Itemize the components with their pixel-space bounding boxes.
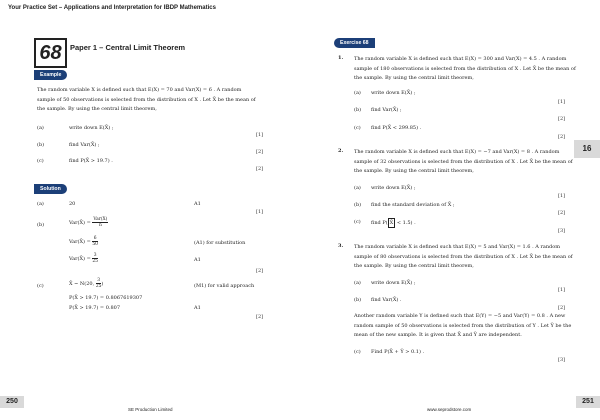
q2-part-b-marks: [2] (558, 210, 566, 216)
q3-number: 3. (338, 243, 344, 249)
solution-b3-lhs: Var(X̄) = (69, 256, 91, 262)
q1-line-3: the sample. By using the central limit theorem, (354, 75, 474, 81)
solution-a-label: (a) (37, 201, 44, 207)
solution-b-line-3 (69, 253, 98, 264)
example-part-a-text: write down E(X̄) ; (69, 125, 114, 131)
solution-b3-fraction (92, 253, 98, 264)
q3-line-1: The random variable X is defined such that E(X) = 5 and Var(X) = 1.6 . A random (354, 244, 560, 250)
solution-b3-mark: A1 (194, 257, 201, 263)
q2-part-b-text: find the standard deviation of X̄ ; (371, 202, 455, 208)
q2-part-c-text (371, 218, 416, 228)
solution-label: Solution (34, 184, 67, 194)
solution-b-lhs: Var(X̄) = (69, 220, 91, 226)
q1-part-b-text: find Var(X̄) ; (371, 107, 402, 113)
solution-b-line-1 (69, 217, 108, 228)
q3-part-c-label: (c) (354, 349, 361, 355)
solution-b-fraction (92, 217, 108, 228)
solution-c-line-1 (69, 278, 103, 289)
right-page-number: 251 (576, 396, 600, 408)
example-part-b-label: (b) (37, 142, 45, 148)
solution-a-mark: A1 (194, 201, 201, 207)
q3-part-a-marks: [1] (558, 287, 566, 293)
q1-line-2: sample of 180 observations is selected from the distribution of X . Let X̄ be the mean of (354, 66, 576, 72)
solution-b3-denominator: 25 (92, 259, 98, 264)
q2-part-c-pre: find P( (371, 220, 388, 226)
q1-number: 1. (338, 55, 344, 61)
example-part-b-marks: [2] (256, 149, 264, 155)
q2-part-a-marks: [1] (558, 193, 566, 199)
solution-c-denominator: 25 (95, 284, 102, 289)
chapter-title: Paper 1 – Central Limit Theorem (70, 43, 186, 52)
q3-line-3: the sample. By using the central limit theorem, (354, 263, 474, 269)
solution-c-line-2: P(X̄ > 19.7) = 0.8067619307 (69, 295, 143, 301)
example-stem-line-3: the sample. By using the central limit theorem, (37, 106, 157, 112)
q2-part-c-boxed: X̄ (389, 220, 394, 226)
q1-part-a-label: (a) (354, 90, 361, 96)
example-label: Example (34, 70, 67, 80)
solution-c-post: ) (101, 281, 104, 287)
q1-part-a-text: write down E(X̄) ; (371, 90, 416, 96)
q3-part-a-label: (a) (354, 280, 361, 286)
q1-part-c-marks: [2] (558, 134, 566, 140)
solution-b2-numerator: 6 (93, 236, 97, 241)
solution-b-label: (b) (37, 222, 45, 228)
q3-y-line-1: Another random variable Y is defined such that E(Y) = −5 and Var(Y) = 0.8 . A new (354, 313, 566, 319)
q3-part-a-text: write down E(X̄) ; (371, 280, 416, 286)
q2-part-c-label: (c) (354, 219, 361, 225)
q1-part-c-text: find P(X̄ < 299.85) . (371, 125, 422, 131)
q3-y-line-2: random sample of 50 observations is selected from the distribution of Y . Let Ȳ be the (354, 323, 572, 329)
q2-line-1: The random variable X is defined such that E(X) = −7 and Var(X) = 8 . A random (354, 149, 560, 155)
chapter-number: 68 (34, 38, 67, 68)
q2-part-c-post: < 1.5) . (395, 220, 416, 226)
solution-c3-mark: A1 (194, 305, 201, 311)
q3-part-b-text: find Var(X̄) . (371, 297, 402, 303)
solution-b2-lhs: Var(X̄) = (69, 239, 91, 245)
q1-part-a-marks: [1] (558, 99, 566, 105)
q2-part-b-label: (b) (354, 202, 362, 208)
solution-b3-numerator: 3 (93, 253, 97, 258)
solution-b2-denominator: 50 (92, 242, 98, 247)
solution-c-label: (c) (37, 283, 44, 289)
exercise-label: Exercise 68 (334, 38, 375, 48)
publisher-website: www.seprodstore.com (427, 407, 472, 412)
q2-part-c-marks: [3] (558, 228, 566, 234)
q2-part-a-label: (a) (354, 185, 361, 191)
q1-part-b-label: (b) (354, 107, 362, 113)
q1-part-c-label: (c) (354, 125, 361, 131)
example-part-b-text: find Var(X̄) ; (69, 142, 100, 148)
example-stem-line-2: sample of 50 observations is selected from the distribution of X . Let X̄ be the mean of (37, 97, 256, 103)
q3-y-line-3: mean of the new sample. It is given that X̄ and Ȳ are independent. (354, 332, 522, 338)
solution-b-numerator: Var(X) (93, 217, 108, 222)
q3-part-b-marks: [2] (558, 305, 566, 311)
q2-line-3: the sample. By using the central limit theorem, (354, 168, 474, 174)
q2-part-a-text: write down E(X̄) ; (371, 185, 416, 191)
solution-a-value: 20 (69, 201, 76, 207)
example-part-a-label: (a) (37, 125, 44, 131)
q3-part-c-marks: [3] (558, 357, 566, 363)
solution-b2-mark: (A1) for substitution (194, 240, 246, 246)
q1-line-1: The random variable X is defined such that E(X) = 300 and Var(X) = 4.5 . A random (354, 56, 567, 62)
q2-line-2: sample of 32 observations is selected from the distribution of X . Let X̄ be the mean of (354, 159, 573, 165)
solution-c-mark: (M1) for valid approach (194, 283, 255, 289)
solution-b-marks: [2] (256, 268, 264, 274)
solution-c-pre: X̄ ~ N(20, (69, 281, 95, 287)
solution-a-marks: [1] (256, 209, 264, 215)
left-page-number: 250 (0, 396, 24, 408)
solution-b2-fraction (92, 236, 98, 247)
q2-number: 2. (338, 148, 344, 154)
example-stem-line-1: The random variable X is defined such that E(X) = 70 and Var(X) = 6 . A random (37, 87, 242, 93)
solution-c-marks: [2] (256, 314, 264, 320)
solution-c-line-3: P(X̄ > 19.7) = 0.807 (69, 305, 121, 311)
solution-c-numerator: 3 (97, 278, 100, 283)
solution-b-line-2 (69, 236, 98, 247)
example-part-c-marks: [2] (256, 166, 264, 172)
publisher-name: SE Production Limited (128, 407, 173, 412)
q3-part-b-label: (b) (354, 297, 362, 303)
chapter-side-tab: 16 (574, 140, 600, 158)
q1-part-b-marks: [2] (558, 116, 566, 122)
example-part-a-marks: [1] (256, 132, 264, 138)
example-part-c-label: (c) (37, 158, 44, 164)
solution-b-denominator: n (98, 223, 102, 228)
q3-line-2: sample of 80 observations is selected from the distribution of X . Let X̄ be the mean of (354, 254, 573, 260)
q3-part-c-text: Find P(X̄ + Ȳ > 0.1) . (371, 349, 425, 355)
example-part-c-text: find P(X̄ > 19.7) . (69, 158, 113, 164)
running-header: Your Practice Set – Applications and Interpretation for IBDP Mathematics (8, 5, 216, 11)
